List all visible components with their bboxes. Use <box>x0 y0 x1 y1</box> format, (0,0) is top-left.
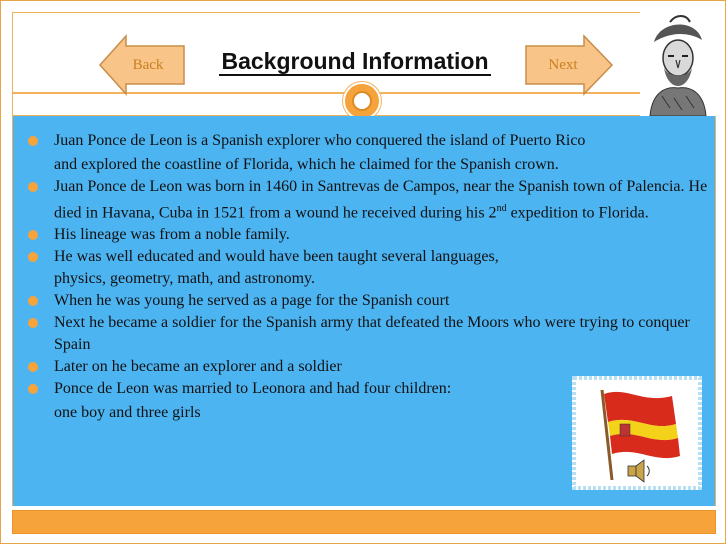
next-button-label: Next <box>548 57 578 73</box>
list-item: He was well educated and would have been taught several languages, physics, geometry, math, and astronomy. <box>20 246 710 290</box>
list-item: His lineage was from a noble family. <box>20 224 710 246</box>
list-item: Ponce de Leon was married to Leonora and had four children: <box>20 378 710 400</box>
back-button[interactable] <box>98 34 186 96</box>
list-item: Next he became a soldier for the Spanish army that defeated the Moors who were trying to conquer Spain <box>20 312 710 356</box>
ponce-de-leon-portrait-icon <box>640 12 716 116</box>
spanish-flag-icon <box>572 376 702 490</box>
list-item-continuation: one boy and three girls <box>54 404 201 422</box>
decorative-ring <box>343 82 381 120</box>
list-item: When he was young he served as a page for the Spanish court <box>20 290 710 312</box>
slide-footer <box>12 510 716 534</box>
page-title: Background Information <box>221 48 489 74</box>
back-button-label: Back <box>132 57 164 73</box>
list-item: Juan Ponce de Leon was born in 1460 in Santrevas de Campos, near the Spanish town of Palencia. He died in Havana, Cuba in 1521 from a wound he received during his 2nd expedition to Florida. <box>20 176 710 224</box>
list-item: Later on he became an explorer and a soldier <box>20 356 710 378</box>
list-item: Juan Ponce de Leon is a Spanish explorer who conquered the island of Puerto Rico <box>20 130 710 152</box>
list-item-continuation: and explored the coastline of Florida, which he claimed for the Spanish crown. <box>54 156 559 173</box>
next-button[interactable] <box>524 34 614 96</box>
